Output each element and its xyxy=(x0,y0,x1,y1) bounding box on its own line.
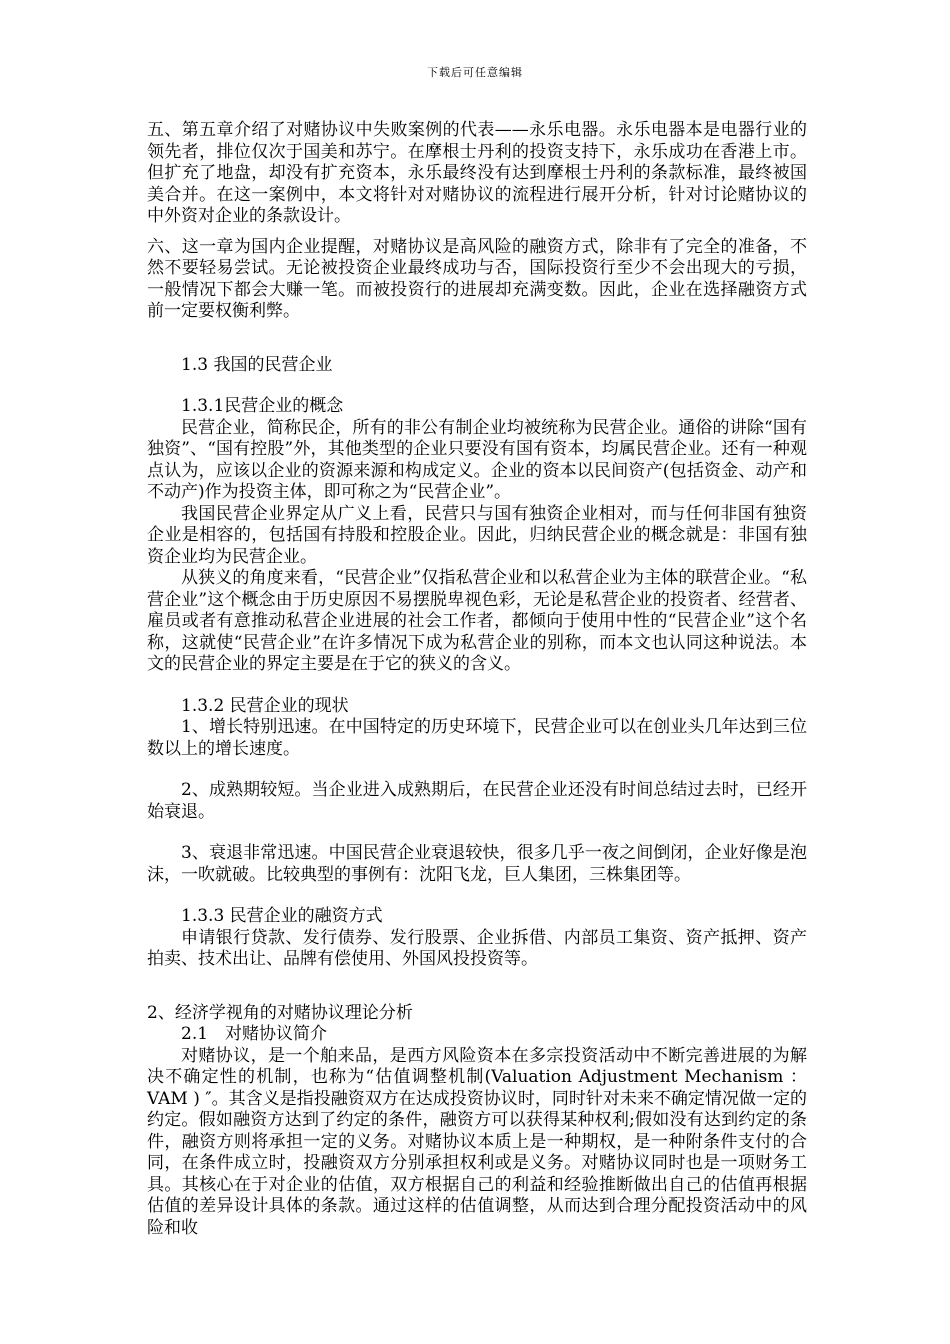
section-heading-2: 2、经济学视角的对赌协议理论分析 xyxy=(147,1002,413,1023)
section-heading-1-3-2: 1.3.2 民营企业的现状 xyxy=(181,695,349,716)
paragraph-chapter-6: 六、这一章为国内企业提醒，对赌协议是高风险的融资方式，除非有了完全的准备，不然不要轻易尝试。无论被投资企业最终成功与否，国际投资行至少不会出现大的亏损，一般情况下都会大赚一笔。而被投资行的进展却充满变数。因此，企业在选择融资方式前一定要权衡利弊。 xyxy=(147,236,807,321)
paragraph-status-3: 3、衰退非常迅速。中国民营企业衰退较快，很多几乎一夜之间倒闭，企业好像是泡沫，一吹就破。比较典型的事例有：沈阳飞龙，巨人集团，三株集团等。 xyxy=(147,843,807,885)
document-body xyxy=(147,120,807,1239)
paragraph-broad-definition: 我国民营企业界定从广义上看，民营只与国有独资企业相对，而与任何非国有独资企业是相容的，包括国有持股和控股企业。因此，归纳民营企业的概念就是：非国有独资企业均为民营企业。 xyxy=(147,503,807,567)
paragraph-private-enterprise-definition: 民营企业，简称民企，所有的非公有制企业均被统称为民营企业。通俗的讲除“国有独资”、“国有控股”外，其他类型的企业只要没有国有资本，均属民营企业。还有一种观点认为，应该以企业的资源来源和构成定义。企业的资本以民间资产(包括资金、动产和不动产)作为投资主体，即可称之为“民营企业”。 xyxy=(147,417,807,502)
paragraph-financing-methods: 申请银行贷款、发行债券、发行股票、企业拆借、内部员工集资、资产抵押、资产拍卖、技术出让、品牌有偿使用、外国风投投资等。 xyxy=(147,927,807,969)
section-heading-1-3: 1.3 我国的民营企业 xyxy=(181,354,333,375)
section-heading-2-1: 2.1 对赌协议简介 xyxy=(181,1024,328,1044)
paragraph-status-2: 2、成熟期较短。当企业进入成熟期后，在民营企业还没有时间总结过去时，已经开始衰退。 xyxy=(147,780,807,822)
section-heading-1-3-3: 1.3.3 民营企业的融资方式 xyxy=(181,906,383,926)
page-header: 下载后可任意编辑 xyxy=(427,66,523,79)
section-heading-1-3-1: 1.3.1民营企业的概念 xyxy=(181,396,344,416)
paragraph-status-1: 1、增长特别迅速。在中国特定的历史环境下，民营企业可以在创业头几年达到三位数以上的增长速度。 xyxy=(147,717,807,759)
paragraph-chapter-5: 五、第五章介绍了对赌协议中失败案例的代表——永乐电器。永乐电器本是电器行业的领先者，排位仅次于国美和苏宁。在摩根士丹利的投资支持下，永乐成功在香港上市。但扩充了地盘，却没有扩充资本，永乐最终没有达到摩根士丹利的条款标准，最终被国美合并。在这一案例中，本文将针对对赌协议的流程进行展开分析，针对讨论赌协议的中外资对企业的条款设计。 xyxy=(147,120,807,226)
paragraph-narrow-definition: 从狭义的角度来看，“民营企业”仅指私营企业和以私营企业为主体的联营企业。“私营企业”这个概念由于历史原因不易摆脱卑视色彩，无论是私营企业的投资者、经营者、雇员或者有意推动私营企业进展的社会工作者，都倾向于使用中性的“民营企业”这个名称，这就使“民营企业”在许多情况下成为私营企业的别称，而本文也认同这种说法。本文的民营企业的界定主要是在于它的狭义的含义。 xyxy=(147,568,807,674)
paragraph-vam-introduction: 对赌协议，是一个舶来品，是西方风险资本在多宗投资活动中不断完善进展的为解决不确定性的机制，也称为“估值调整机制(Valuation Adjustment Mechanism ： VAM ) ″。其含义是指投融资双方在达成投资协议时，同时针对未来不确定情况做一定的约定。假如融资方达到了约定的条件，融资方可以获得某种权利;假如没有达到约定的条件，融资方则将承担一定的义务。对赌协议本质上是一种期权，是一种附条件支付的合同，在条件成立时，投融资双方分别承担权利或是义务。对赌协议同时也是一项财务工具。其核心在于对企业的估值，双方根据自己的利益和经验推断做出自己的估值再根据估值的差异设计具体的条款。通过这样的估值调整，从而达到合理分配投资活动中的风险和收 xyxy=(147,1045,807,1238)
